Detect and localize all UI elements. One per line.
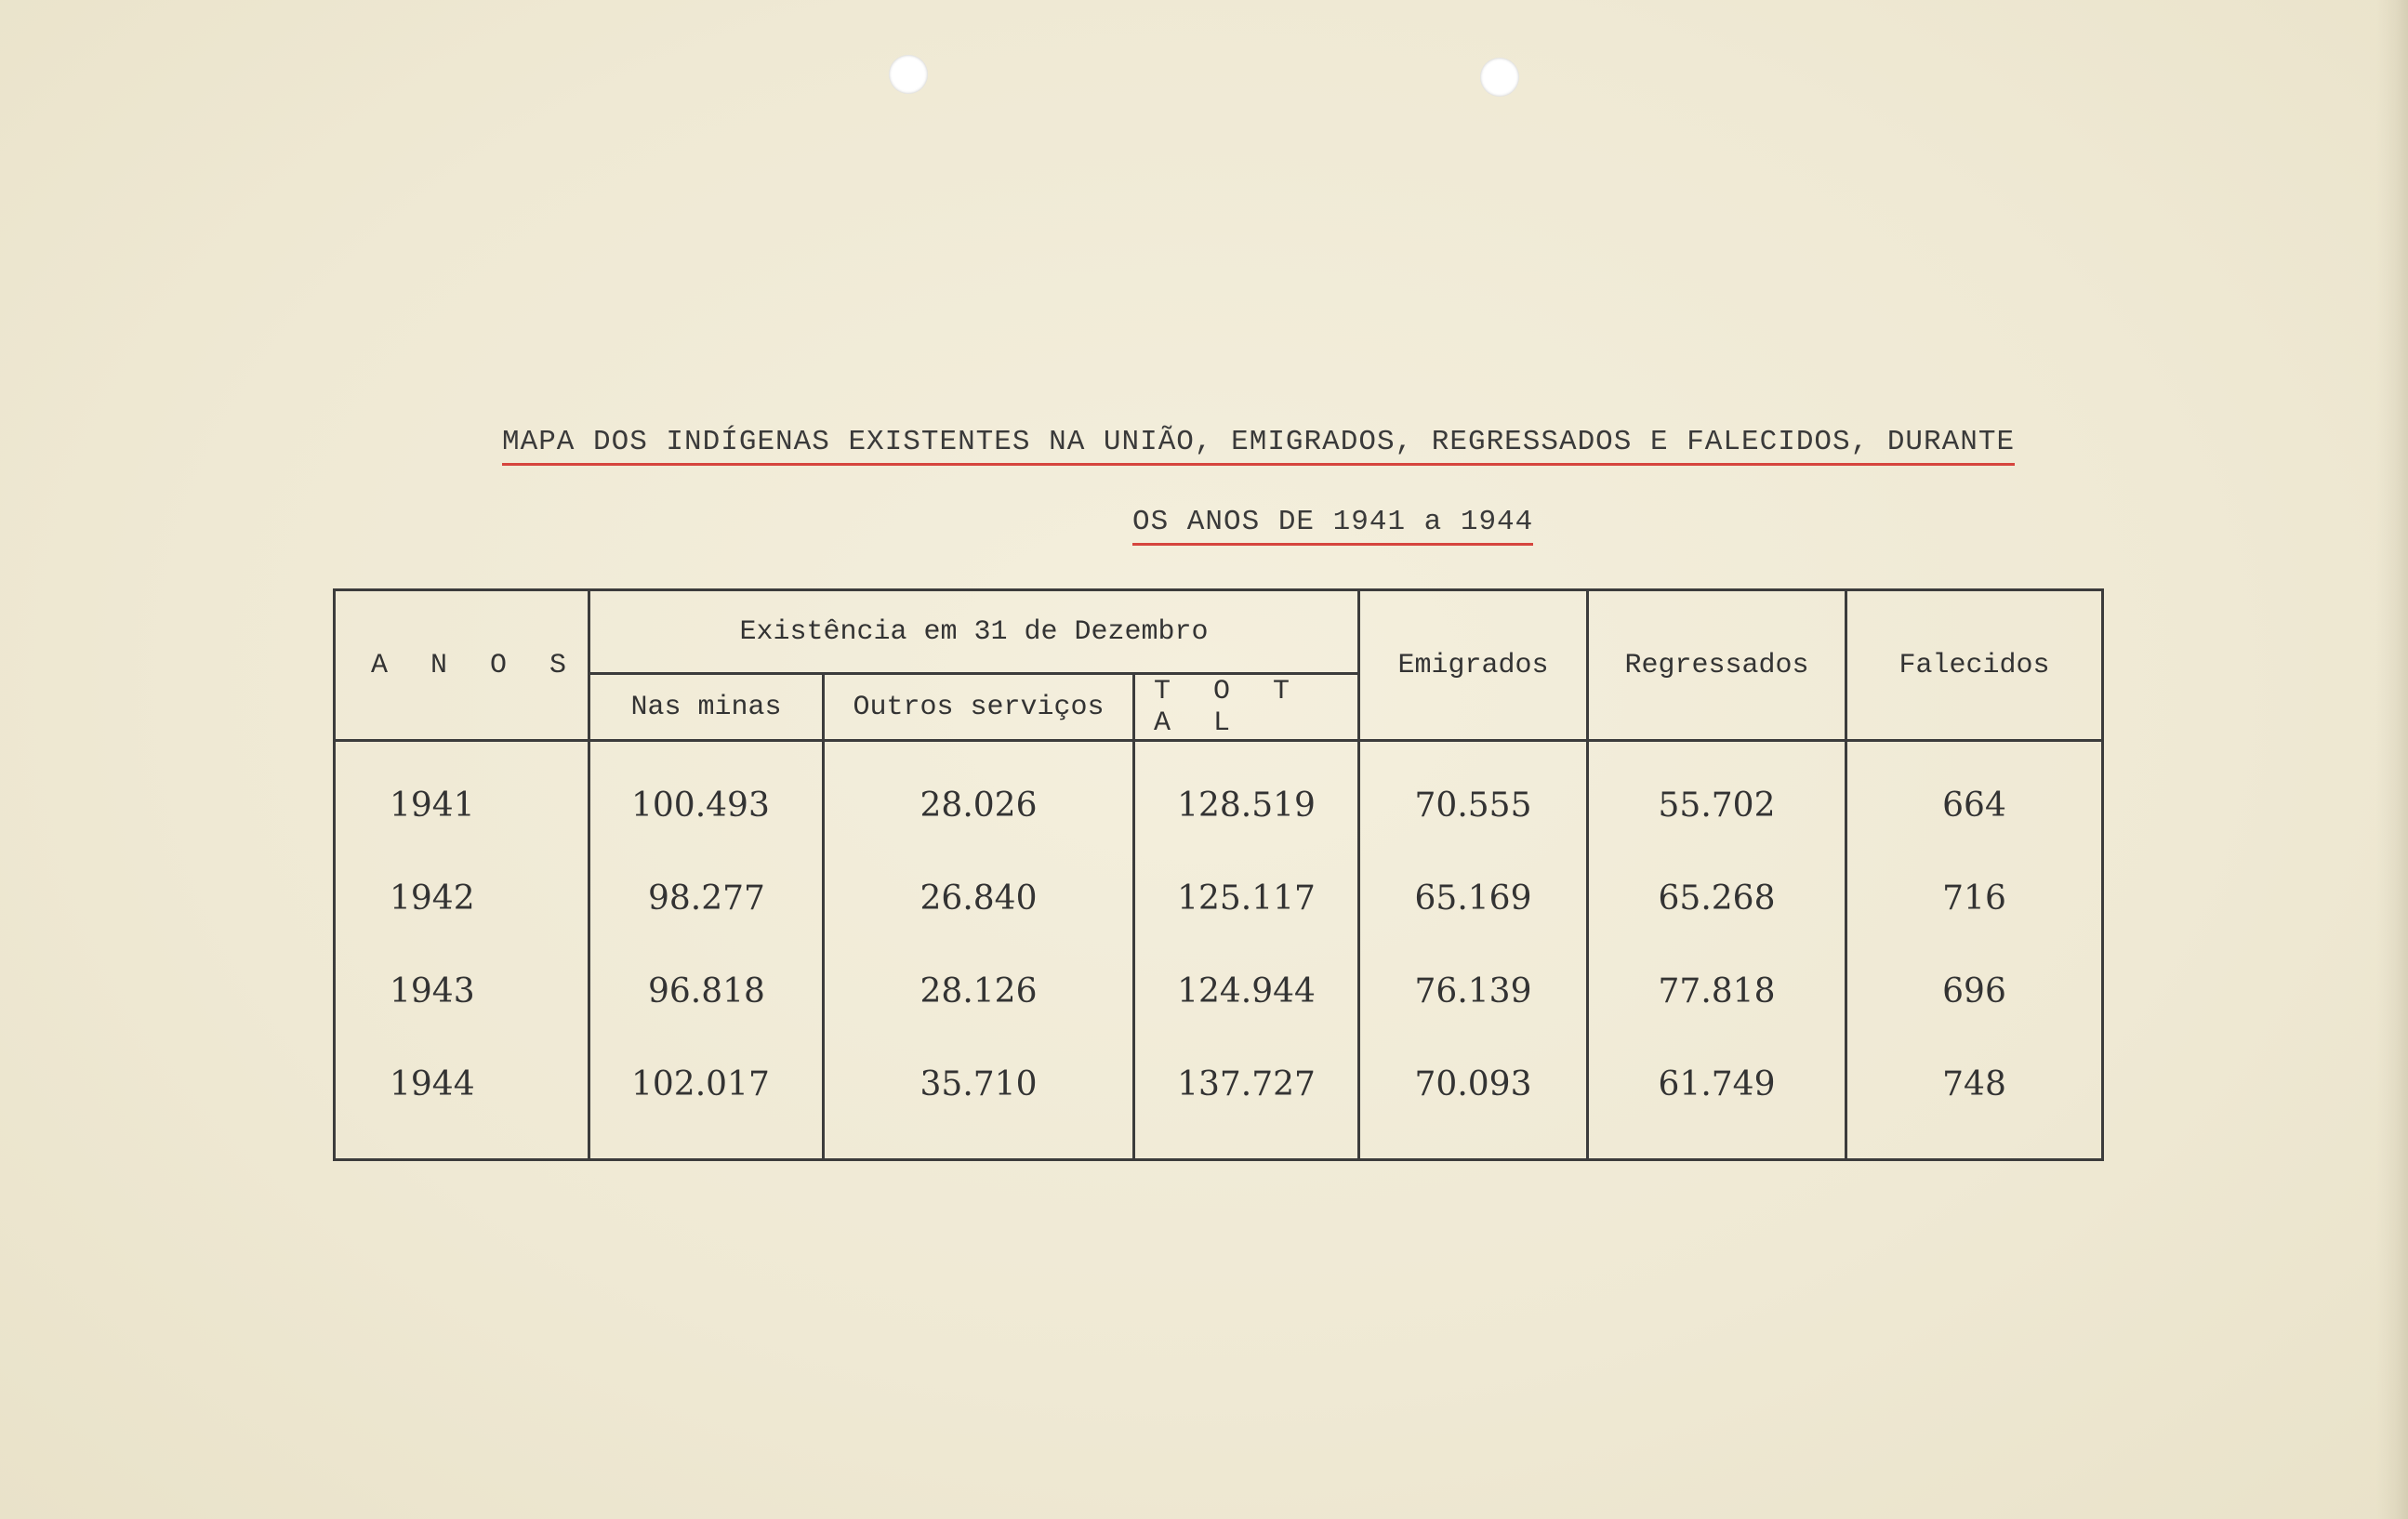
- cell-nas-minas: 100.493: [589, 741, 824, 852]
- header-regressados: Regressados: [1588, 590, 1846, 741]
- cell-falecidos: 748: [1846, 1037, 2103, 1160]
- header-nas-minas: Nas minas: [589, 674, 824, 741]
- header-falecidos: Falecidos: [1846, 590, 2103, 741]
- cell-nas-minas: 96.818: [589, 944, 824, 1037]
- cell-emigrados: 70.093: [1359, 1037, 1588, 1160]
- cell-ano: 1942: [335, 852, 589, 944]
- title-text-1: MAPA DOS INDÍGENAS EXISTENTES NA UNIÃO, EMIGRADOS, REGRESSADOS E FALECIDOS, DURANTE: [502, 426, 2016, 458]
- cell-falecidos: 716: [1846, 852, 2103, 944]
- cell-ano: 1944: [335, 1037, 589, 1160]
- header-existencia-group: Existência em 31 de Dezembro: [589, 590, 1359, 674]
- document-title-line-1: [502, 426, 2015, 466]
- paper-edge-shadow: [2376, 0, 2408, 1519]
- punch-hole-right: [1480, 58, 1519, 97]
- table-row: [335, 944, 2103, 1037]
- cell-emigrados: 70.555: [1359, 741, 1588, 852]
- title-text-2: OS ANOS DE 1941 a 1944: [1132, 506, 1534, 538]
- cell-falecidos: 664: [1846, 741, 2103, 852]
- cell-regressados: 65.268: [1588, 852, 1846, 944]
- title-underline-2: [1132, 543, 1533, 546]
- cell-total: 128.519: [1134, 741, 1359, 852]
- punch-hole-left: [889, 55, 928, 94]
- header-anos: A N O S: [335, 590, 589, 741]
- table-row: [335, 741, 2103, 852]
- cell-total: 124.944: [1134, 944, 1359, 1037]
- cell-nas-minas: 102.017: [589, 1037, 824, 1160]
- cell-outros-servicos: 28.026: [824, 741, 1134, 852]
- indigenous-population-table: [333, 588, 2104, 1161]
- cell-nas-minas: 98.277: [589, 852, 824, 944]
- cell-regressados: 55.702: [1588, 741, 1846, 852]
- cell-total: 137.727: [1134, 1037, 1359, 1160]
- cell-ano: 1941: [335, 741, 589, 852]
- cell-outros-servicos: 28.126: [824, 944, 1134, 1037]
- header-total: T O T A L: [1134, 674, 1359, 741]
- cell-emigrados: 65.169: [1359, 852, 1588, 944]
- header-emigrados: Emigrados: [1359, 590, 1588, 741]
- header-outros-servicos: Outros serviços: [824, 674, 1134, 741]
- table-header: [335, 590, 2103, 741]
- cell-total: 125.117: [1134, 852, 1359, 944]
- table-row: [335, 852, 2103, 944]
- cell-outros-servicos: 35.710: [824, 1037, 1134, 1160]
- table-body: [335, 741, 2103, 1160]
- cell-outros-servicos: 26.840: [824, 852, 1134, 944]
- cell-emigrados: 76.139: [1359, 944, 1588, 1037]
- table-row: [335, 1037, 2103, 1160]
- title-underline-1: [502, 463, 2015, 466]
- document-title-line-2: [1132, 506, 1533, 546]
- cell-regressados: 61.749: [1588, 1037, 1846, 1160]
- cell-falecidos: 696: [1846, 944, 2103, 1037]
- cell-regressados: 77.818: [1588, 944, 1846, 1037]
- cell-ano: 1943: [335, 944, 589, 1037]
